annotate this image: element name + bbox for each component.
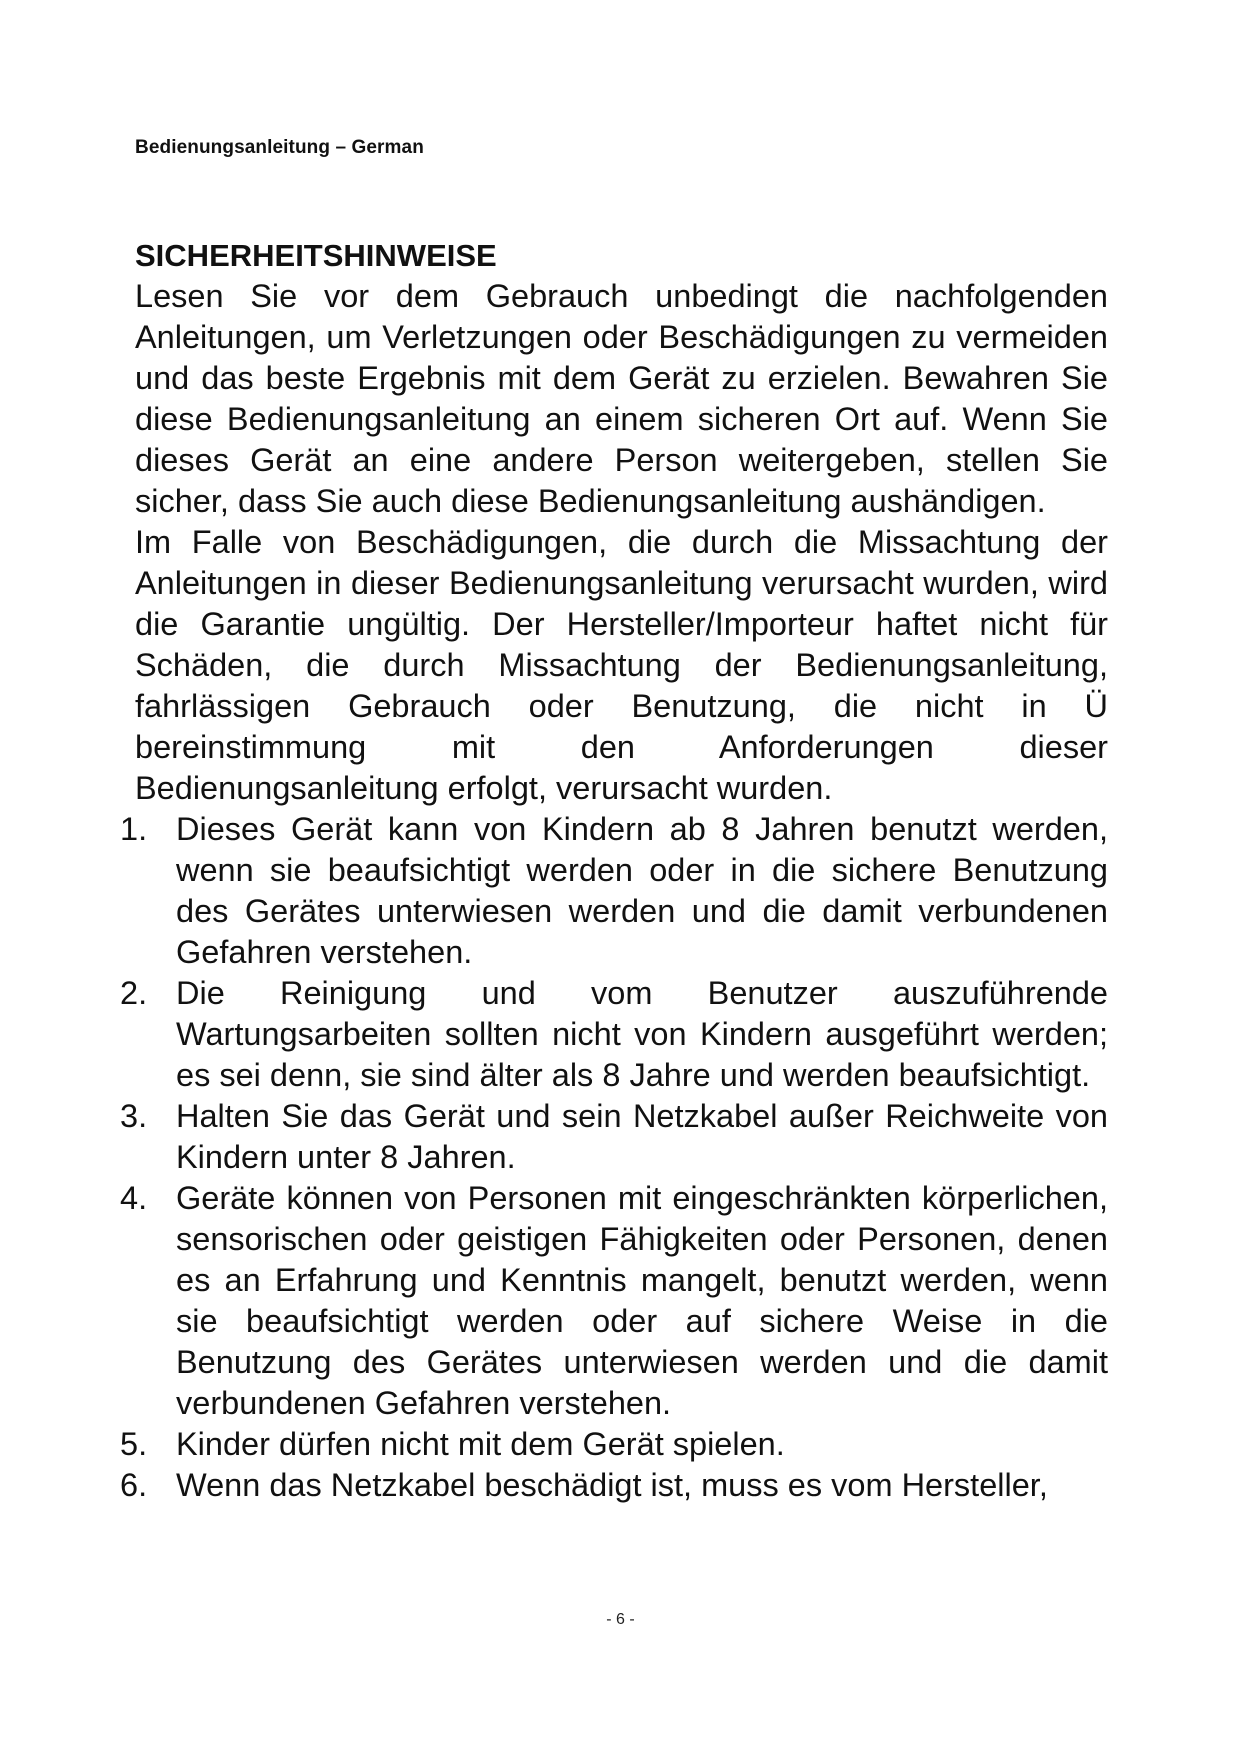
list-item-number: 6. [120,1467,148,1503]
list-item-text: Die Reinigung und vom Benutzer auszuführende Wartungsarbeiten sollten nicht von Kindern ausgeführt werden; es sei denn, sie sind älter als 8 Jahre und werden beaufsichtigt. [176,975,1108,1093]
list-item [120,1178,1108,1424]
list-item-text: Geräte können von Personen mit eingeschränkten körperlichen, sensorischen oder geistigen Fähigkeiten oder Personen, denen es an Erfahrung und Kenntnis mangelt, benutzt werden, wenn sie beaufsichtigt werden oder auf sichere Weise in die Benutzung des Gerätes unterwiesen werden und die damit verbundenen Gefahren verstehen. [176,1180,1108,1421]
list-item [120,973,1108,1096]
list-item [120,1424,1108,1465]
list-item [120,809,1108,973]
safety-section [120,236,1108,1506]
list-item-number: 4. [120,1180,148,1216]
list-item-text: Dieses Gerät kann von Kindern ab 8 Jahren benutzt werden, wenn sie beaufsichtigt werden oder in die sichere Benutzung des Gerätes unterwiesen werden und die damit verbundenen Gefahren verstehen. [176,811,1108,970]
section-title: SICHERHEITSHINWEISE [135,238,497,273]
list-item-number: 3. [120,1098,148,1134]
list-item-number: 1. [120,811,148,847]
warranty-paragraph: Im Falle von Beschädigungen, die durch die Missachtung der Anleitungen in dieser Bedienungsanleitung verursacht wurden, wird die Garantie ungültig. Der Hersteller/Importeur haftet nicht für Schäden, die durch Missachtung der Bedienungsanleitung, fahrlässigen Gebrauch oder Benutzung, die nicht in Ü bereinstimmung mit den Anforderungen dieser Bedienungsanleitung erfolgt, verursacht wurden. [135,524,1108,806]
list-item-text: Wenn das Netzkabel beschädigt ist, muss es vom Hersteller, [176,1467,1048,1503]
list-item [120,1096,1108,1178]
page-number: - 6 - [606,1611,635,1628]
list-item-number: 2. [120,975,148,1011]
list-item-number: 5. [120,1426,148,1462]
intro-paragraph: Lesen Sie vor dem Gebrauch unbedingt die nachfolgenden Anleitungen, um Verletzungen oder Beschädigungen zu vermeiden und das beste Ergebnis mit dem Gerät zu erzielen. Bewahren Sie diese Bedienungsanleitung an einem sicheren Ort auf. Wenn Sie dieses Gerät an eine andere Person weitergeben, stellen Sie sicher, dass Sie auch diese Bedienungsanleitung aushändigen. [135,278,1108,519]
list-item-text: Kinder dürfen nicht mit dem Gerät spielen. [176,1426,785,1462]
list-item [120,1465,1108,1506]
document-header: Bedienungsanleitung – German [135,137,424,158]
list-item-text: Halten Sie das Gerät und sein Netzkabel außer Reichweite von Kindern unter 8 Jahren. [176,1098,1108,1175]
safety-list [120,809,1108,1506]
